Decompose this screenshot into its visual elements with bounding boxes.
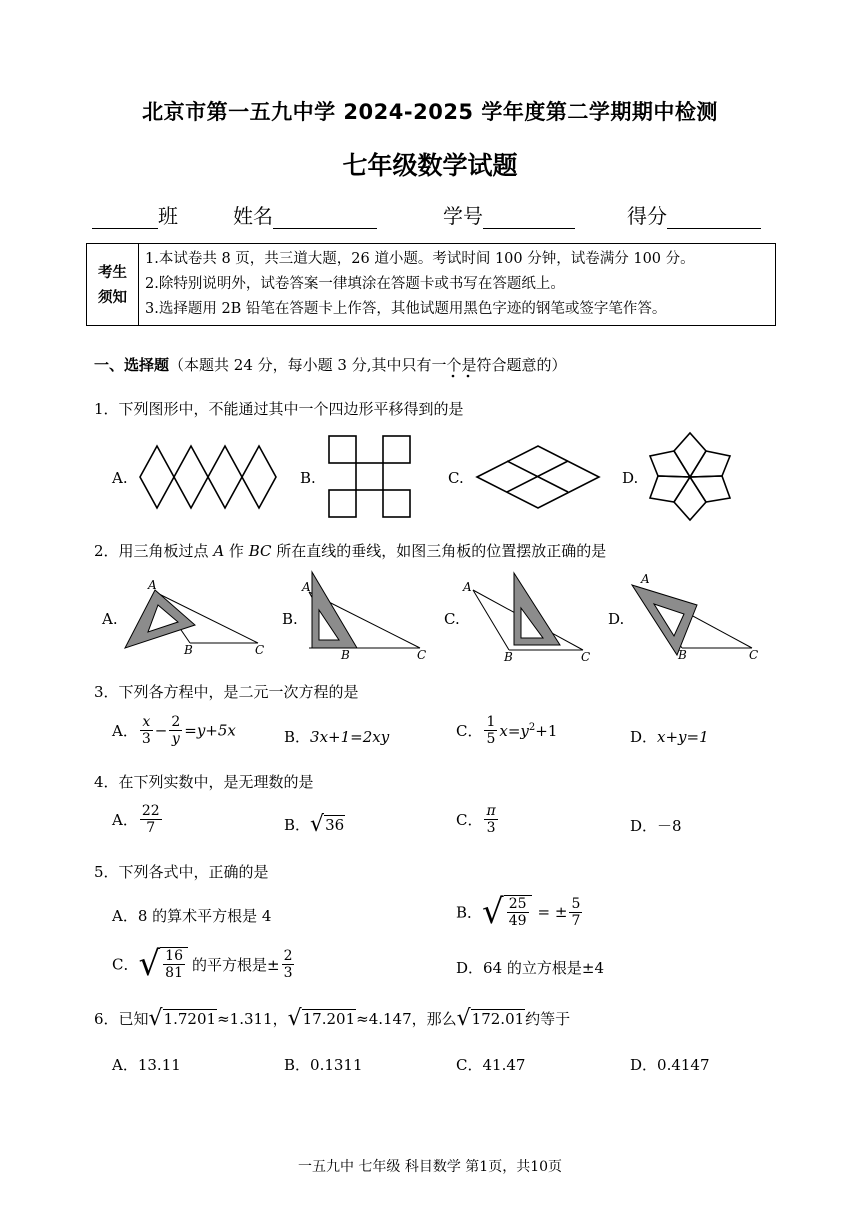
q2-label-b: B. [282,610,298,628]
q3-option-c: C． $\frac{1}{5}$ $x=y^2+1$ [456,714,558,747]
q2-label-a: A. [102,610,118,628]
q6-stem: 6．已知√1.7201≈1.311，√17.201≈4.147，那么√172.01约等于 [94,1006,571,1031]
q6-option-b: B．0.1311 [284,1056,363,1074]
q1-label-c: C. [448,469,464,487]
notice-item: 2.除特别说明外，试卷答案一律填涂在答题卡或书写在答题纸上。 [145,276,565,292]
q2b-point-c: C [417,648,427,662]
section-desc: （本题共 24 分，每小题 3 分,其中只有一个是符合题意的） [169,356,567,374]
q3-option-b: B．3x+1=2xy [284,728,390,746]
notice-item: 3.选择题用 2B 铅笔在答题卡上作答，其他试题用黑色字迹的钢笔或签字笔作答。 [145,301,667,317]
q4-option-c: C． $\frac{\pi}{3}$ [456,803,496,836]
subject-title: 七年级数学试题 [342,151,518,180]
q4-stem: 4．在下列实数中，是无理数的是 [94,773,314,791]
q2a-point-c: C [255,643,265,657]
q2a-point-b: B [184,643,193,657]
id-label: 学号 [443,204,483,228]
section-title: 一、选择题 [94,356,170,374]
q5-option-b: B．√ $\frac{25}{49}$ = ± $\frac{5}{7}$ [456,892,581,932]
q1-label-d: D. [622,469,639,487]
notice-label: 考生 须知 [87,244,139,326]
q2c-point-a: A [463,580,472,594]
q2d-point-c: C [749,648,759,662]
name-label: 姓名 [233,204,273,228]
q2-label-d: D. [608,610,625,628]
school-title: 北京市第一五九中学 2024-2025 学年度第二学期期中检测 [142,100,718,124]
q2b-point-a: A [302,580,311,594]
page-footer: 一五九中 七年级 科目数学 第1页，共10页 [297,1159,563,1175]
q5-stem: 5．下列各式中，正确的是 [94,863,269,881]
q3-option-d: D．x+y=1 [630,728,709,746]
q6-option-d: D．0.4147 [630,1056,710,1074]
q3-option-a: A． $\frac{x}{3}$ − $\frac{2}{y}$ =y+5x [112,714,236,747]
q1-label-a: A. [112,469,128,487]
q1-label-b: B. [300,469,316,487]
q2d-point-b: B [678,648,687,662]
q6-option-c: C．41.47 [456,1056,526,1074]
q2-stem: 2．用三角板过点 A 作 BC 所在直线的垂线，如图三角板的位置摆放正确的是 [94,542,607,560]
q4-option-b: B．√36 [284,812,345,837]
q2a-point-a: A [148,578,157,592]
q2c-point-c: C [581,650,591,664]
notice-item: 1.本试卷共 8 页，共三道大题，26 道小题。考试时间 100 分钟，试卷满分 100 分。 [145,251,695,267]
q3-stem: 3．下列各方程中，是二元一次方程的是 [94,683,359,701]
q5-option-a: A．8 的算术平方根是 4 [112,907,272,925]
score-label: 得分 [627,204,667,228]
q2b-point-b: B [341,648,350,662]
q6-option-a: A．13.11 [112,1056,181,1074]
q2d-point-a: A [641,572,650,586]
q2-label-c: C. [444,610,460,628]
q4-option-d: D．－8 [630,817,682,835]
q5-option-c: C．√ $\frac{16}{81}$ 的平方根是± $\frac{2}{3}$ [112,944,293,984]
q2c-point-b: B [504,650,513,664]
q4-option-a: A． $\frac{22}{7}$ [112,803,160,836]
q5-option-d: D．64 的立方根是±4 [456,959,604,977]
class-label: 班 [158,204,178,228]
q1-stem: 1．下列图形中，不能通过其中一个四边形平移得到的是 [94,400,464,418]
